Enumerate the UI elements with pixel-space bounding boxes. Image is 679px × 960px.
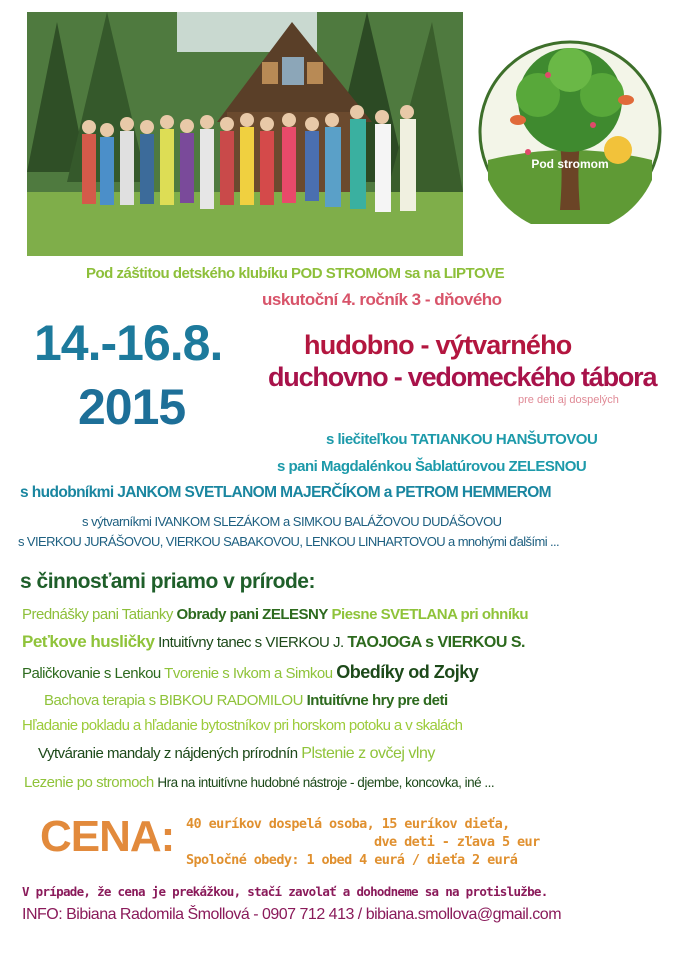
leader-line-4: s výtvarníkmi IVANKOM SLEZÁKOM a SIMKOU BALÁŽOVOU DUDÁŠOVOU [82, 514, 502, 529]
leader-line-2: s pani Magdalénkou Šablatúrovou ZELESNOU [277, 458, 587, 475]
footer-info: INFO: Bibiana Radomila Šmollová - 0907 712 413 / bibiana.smollova@gmail.com [22, 906, 562, 923]
activity-item: Tvorenie s Ivkom a Simkou [164, 665, 333, 682]
activity-row-6 [38, 745, 435, 763]
activity-item: Vytváranie mandaly z nájdených prírodnín [38, 745, 298, 762]
activity-item: Obedíky od Zojky [336, 662, 479, 682]
activity-item: Intuitívne hry pre deti [306, 692, 448, 709]
activity-item: Bachova terapia s BIBKOU RADOMILOU [44, 692, 303, 709]
leader-line-5: s VIERKOU JURÁŠOVOU, VIERKOU SABAKOVOU, LENKOU LINHARTOVOU a mnohými ďalšími ... [18, 534, 560, 549]
camp-title-2: duchovno - vedomeckého tábora [268, 362, 657, 392]
leader-line-3: s hudobníkmi JANKOM SVETLANOM MAJERČÍKOM a PETROM HEMMEROM [20, 484, 551, 501]
activity-item: Obrady pani ZELESNY [176, 606, 328, 623]
pod-stromom-logo [478, 40, 662, 224]
activity-item: Piesne SVETLANA pri ohníku [331, 606, 529, 623]
activity-row-5 [22, 717, 462, 734]
activity-row-1 [22, 606, 528, 623]
activity-row-4 [44, 692, 448, 709]
logo-text: Pod stromom [531, 157, 609, 171]
activity-row-3 [22, 662, 478, 683]
date-range: 14.-16.8. [34, 315, 223, 371]
header-line-2: uskutoční 4. ročník 3 - dňového [262, 290, 502, 309]
activity-item: Intuitívny tanec s VIERKOU J. [158, 634, 344, 651]
activity-item: TAOJOGA s VIERKOU S. [347, 634, 525, 651]
price-line-3: Spoločné obedy: 1 obed 4 eurá / dieťa 2 eurá [186, 852, 518, 868]
activity-item: Paličkovanie s Lenkou [22, 665, 161, 682]
activity-item: Plstenie z ovčej vlny [301, 745, 435, 762]
activity-item: Hľadanie pokladu a hľadanie bytostníkov pri horskom potoku a v skalách [22, 717, 463, 734]
activity-item: Hra na intuitívne hudobné nástroje - djembe, koncovka, iné ... [157, 775, 495, 790]
footer-note: V prípade, že cena je prekážkou, stačí zavolať a dohodneme sa na protislužbe. [22, 884, 548, 899]
date-year: 2015 [78, 379, 186, 435]
price-line-1: 40 euríkov dospelá osoba, 15 euríkov dieťa, [186, 816, 510, 832]
activity-item: Peťkove husličky [22, 632, 155, 651]
camp-subtitle: pre deti aj dospelých [518, 394, 619, 406]
activity-item: Prednášky pani Tatianky [22, 606, 173, 623]
activity-row-7 [24, 774, 494, 791]
price-label: CENA: [40, 812, 175, 861]
leader-line-1: s liečiteľkou TATIANKOU HANŠUTOVOU [326, 431, 598, 448]
camp-title-1: hudobno - výtvarného [304, 330, 572, 360]
activity-item: Lezenie po stromoch [24, 774, 154, 791]
price-line-2: dve deti - zľava 5 eur [374, 834, 540, 850]
activities-heading: s činnosťami priamo v prírode: [20, 570, 315, 593]
header-line-1: Pod záštitou detského klubíku POD STROMOM sa na LIPTOVE [86, 265, 505, 282]
group-photo [27, 12, 463, 256]
activity-row-2 [22, 632, 525, 652]
